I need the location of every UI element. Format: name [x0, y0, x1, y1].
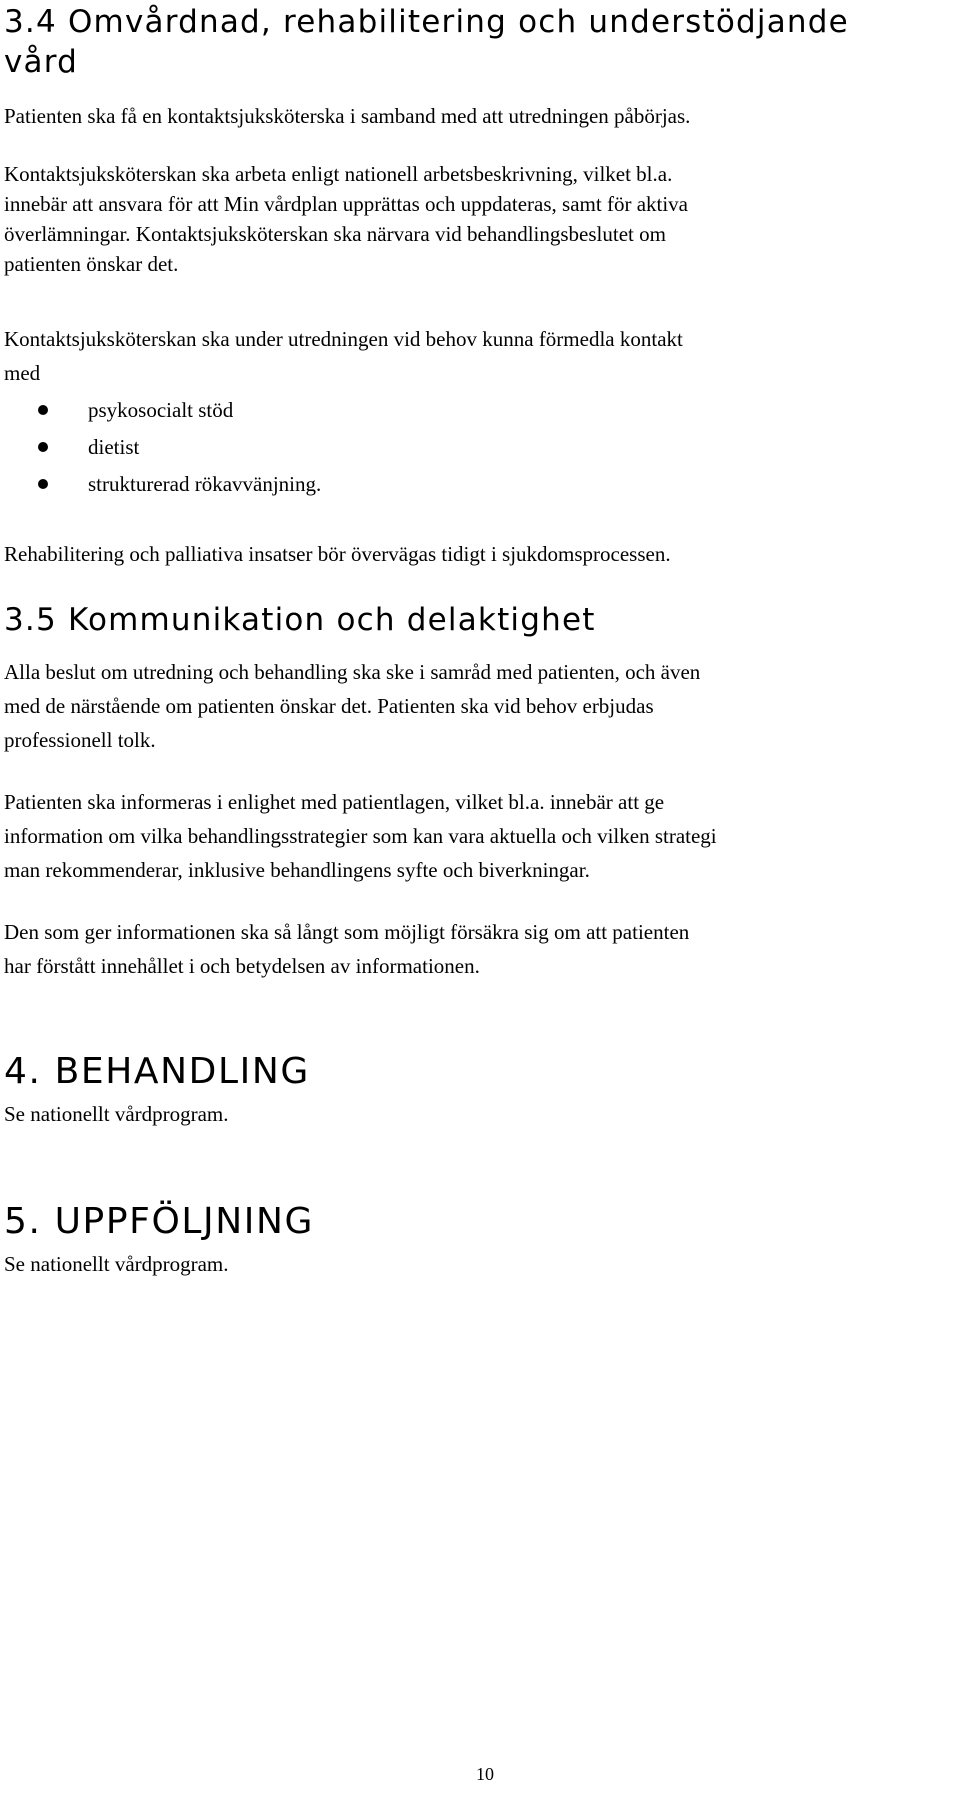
paragraph-line: patienten önskar det.: [4, 252, 179, 276]
section-4-text: [4, 1097, 956, 1131]
paragraph-line: har förstått innehållet i och betydelsen av informationen.: [4, 954, 480, 978]
section-3-5-heading: 3.5 Kommunikation och delaktighet: [4, 602, 596, 638]
paragraph-line: Kontaktsjuksköterskan ska under utredningen vid behov kunna förmedla kontakt: [4, 327, 683, 351]
paragraph-line: Den som ger informationen ska så långt som möjligt försäkra sig om att patienten: [4, 920, 690, 944]
paragraph-line: innebär att ansvara för att Min vårdplan upprättas och uppdateras, samt för aktiva: [4, 192, 689, 216]
paragraph-line: Patienten ska få en kontaktsjuksköterska i samband med att utredningen påbörjas.: [4, 104, 691, 128]
paragraph-mediate-contact: [4, 322, 956, 390]
section-5-heading: 5. UPPFÖLJNING: [4, 1201, 315, 1242]
list-item-text: psykosocialt stöd: [88, 398, 234, 422]
paragraph-work-description: [4, 157, 956, 277]
paragraph-understanding: [4, 915, 956, 983]
bullet-icon: [38, 479, 48, 489]
section-4-heading: 4. BEHANDLING: [4, 1051, 310, 1092]
paragraph-line: Se nationellt vårdprogram.: [4, 1252, 229, 1276]
paragraph-information: [4, 785, 956, 887]
list-item-text: dietist: [88, 435, 140, 459]
paragraph-line: överlämningar. Kontaktsjuksköterskan ska närvara vid behandlingsbeslutet om: [4, 222, 666, 246]
section-3-4-heading-line2: vård: [4, 44, 79, 80]
bullet-icon: [38, 405, 48, 415]
paragraph-line: Alla beslut om utredning och behandling ska ske i samråd med patienten, och även: [4, 660, 701, 684]
section-5-text: [4, 1247, 956, 1281]
paragraph-line: information om vilka behandlingsstrategier som kan vara aktuella och vilken strategi: [4, 824, 717, 848]
list-item-text: strukturerad rökavvänjning.: [88, 472, 322, 496]
section-3-4-heading-line1: 3.4 Omvårdnad, rehabilitering och understödjande: [4, 4, 849, 40]
paragraph-line: Se nationellt vårdprogram.: [4, 1102, 229, 1126]
paragraph-line: med de närstående om patienten önskar det. Patienten ska vid behov erbjudas: [4, 694, 654, 718]
paragraph-line: professionell tolk.: [4, 728, 156, 752]
page-number: 10: [476, 1764, 494, 1784]
paragraph-decisions: [4, 655, 956, 757]
paragraph-rehabilitation: [4, 537, 956, 571]
bullet-icon: [38, 442, 48, 452]
paragraph-line: Rehabilitering och palliativa insatser bör övervägas tidigt i sjukdomsprocessen.: [4, 542, 671, 566]
paragraph-line: Patienten ska informeras i enlighet med patientlagen, vilket bl.a. innebär att ge: [4, 790, 665, 814]
paragraph-line: med: [4, 361, 41, 385]
paragraph-line: man rekommenderar, inklusive behandlingens syfte och biverkningar.: [4, 858, 590, 882]
paragraph-line: Kontaktsjuksköterskan ska arbeta enligt nationell arbetsbeskrivning, vilket bl.a.: [4, 162, 673, 186]
paragraph-contact-nurse: [4, 99, 956, 133]
